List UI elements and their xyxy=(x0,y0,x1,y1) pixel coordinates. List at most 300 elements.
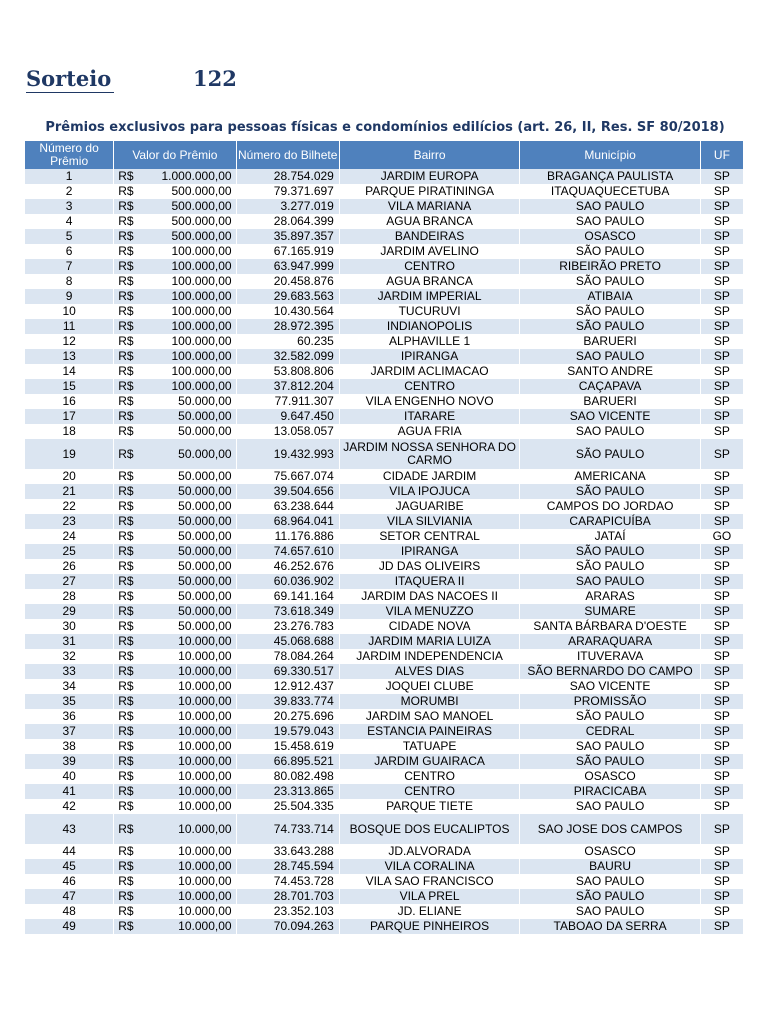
prize-amount: 10.000,00 xyxy=(178,664,232,678)
cell-bairro: JARDIM EUROPA xyxy=(340,169,520,184)
prize-amount: 10.000,00 xyxy=(178,694,232,708)
cell-premio: 16 xyxy=(25,394,113,409)
cell-bilhete: 60.036.902 xyxy=(237,574,339,589)
currency-symbol: R$ xyxy=(118,694,134,708)
currency-symbol: R$ xyxy=(118,184,134,198)
currency-symbol: R$ xyxy=(118,739,134,753)
cell-premio: 20 xyxy=(25,469,113,484)
cell-uf: SP xyxy=(701,604,743,619)
table-row xyxy=(25,859,743,874)
cell-bilhete: 69.141.164 xyxy=(237,589,339,604)
column-header-premio: Número do Prêmio xyxy=(25,141,113,169)
prize-amount: 10.000,00 xyxy=(178,769,232,783)
cell-valor xyxy=(114,874,235,889)
prize-amount: 100.000,00 xyxy=(171,334,232,348)
cell-uf: SP xyxy=(701,499,743,514)
table-row xyxy=(25,604,743,619)
cell-uf: SP xyxy=(701,574,743,589)
currency-symbol: R$ xyxy=(118,799,134,813)
cell-municipio: RIBEIRÃO PRETO xyxy=(520,259,700,274)
table-row xyxy=(25,724,743,739)
currency-symbol: R$ xyxy=(118,724,134,738)
cell-municipio: SÃO PAULO xyxy=(520,889,700,904)
cell-municipio: SÃO PAULO xyxy=(520,559,700,574)
currency-symbol: R$ xyxy=(118,199,134,213)
cell-bilhete: 12.912.437 xyxy=(237,679,339,694)
cell-bairro: ALPHAVILLE 1 xyxy=(340,334,520,349)
cell-bairro: VILA PREL xyxy=(340,889,520,904)
cell-bilhete: 23.313.865 xyxy=(237,784,339,799)
cell-municipio: SAO JOSE DOS CAMPOS xyxy=(520,814,700,844)
table-row xyxy=(25,214,743,229)
cell-bairro: TATUAPE xyxy=(340,739,520,754)
cell-premio: 27 xyxy=(25,574,113,589)
cell-premio: 38 xyxy=(25,739,113,754)
cell-municipio: ATIBAIA xyxy=(520,289,700,304)
cell-bilhete: 79.371.697 xyxy=(237,184,339,199)
table-row xyxy=(25,304,743,319)
cell-bilhete: 10.430.564 xyxy=(237,304,339,319)
cell-municipio: BAURU xyxy=(520,859,700,874)
cell-bilhete: 74.657.610 xyxy=(237,544,339,559)
prize-amount: 10.000,00 xyxy=(178,799,232,813)
table-row xyxy=(25,274,743,289)
cell-bilhete: 53.808.806 xyxy=(237,364,339,379)
table-row xyxy=(25,709,743,724)
cell-bilhete: 80.082.498 xyxy=(237,769,339,784)
cell-municipio: SAO PAULO xyxy=(520,904,700,919)
cell-premio: 40 xyxy=(25,769,113,784)
table-row xyxy=(25,244,743,259)
currency-symbol: R$ xyxy=(118,904,134,918)
cell-municipio: SÃO PAULO xyxy=(520,544,700,559)
currency-symbol: R$ xyxy=(118,349,134,363)
cell-bairro: AGUA BRANCA xyxy=(340,214,520,229)
cell-bairro: VILA SILVIANIA xyxy=(340,514,520,529)
cell-premio: 45 xyxy=(25,859,113,874)
prize-amount: 50.000,00 xyxy=(178,574,232,588)
cell-bilhete: 70.094.263 xyxy=(237,919,339,934)
currency-symbol: R$ xyxy=(118,274,134,288)
cell-bairro: VILA MARIANA xyxy=(340,199,520,214)
table-row xyxy=(25,334,743,349)
cell-bilhete: 15.458.619 xyxy=(237,739,339,754)
cell-premio: 17 xyxy=(25,409,113,424)
currency-symbol: R$ xyxy=(118,709,134,723)
cell-bilhete: 23.276.783 xyxy=(237,619,339,634)
cell-bairro: ITAQUERA II xyxy=(340,574,520,589)
cell-valor xyxy=(114,769,235,784)
cell-uf: SP xyxy=(701,634,743,649)
currency-symbol: R$ xyxy=(118,319,134,333)
cell-premio: 36 xyxy=(25,709,113,724)
cell-bairro: JD. ELIANE xyxy=(340,904,520,919)
column-header-valor: Valor do Prêmio xyxy=(114,141,235,169)
cell-premio: 18 xyxy=(25,424,113,439)
cell-uf: SP xyxy=(701,424,743,439)
table-row xyxy=(25,634,743,649)
currency-symbol: R$ xyxy=(118,409,134,423)
cell-uf: SP xyxy=(701,304,743,319)
cell-premio: 46 xyxy=(25,874,113,889)
cell-bilhete: 73.618.349 xyxy=(237,604,339,619)
cell-bilhete: 19.579.043 xyxy=(237,724,339,739)
cell-uf: SP xyxy=(701,259,743,274)
currency-symbol: R$ xyxy=(118,769,134,783)
cell-valor xyxy=(114,559,235,574)
cell-bilhete: 35.897.357 xyxy=(237,229,339,244)
cell-valor xyxy=(114,904,235,919)
cell-premio: 26 xyxy=(25,559,113,574)
cell-bairro: CIDADE NOVA xyxy=(340,619,520,634)
cell-bilhete: 25.504.335 xyxy=(237,799,339,814)
cell-uf: SP xyxy=(701,214,743,229)
cell-valor xyxy=(114,304,235,319)
currency-symbol: R$ xyxy=(118,634,134,648)
prize-amount: 10.000,00 xyxy=(178,709,232,723)
cell-uf: SP xyxy=(701,439,743,469)
cell-municipio: CEDRAL xyxy=(520,724,700,739)
prize-amount: 100.000,00 xyxy=(171,364,232,378)
cell-uf: SP xyxy=(701,469,743,484)
cell-bilhete: 75.667.074 xyxy=(237,469,339,484)
cell-bairro: JARDIM NOSSA SENHORA DO CARMO xyxy=(340,439,520,469)
cell-municipio: CARAPICUÍBA xyxy=(520,514,700,529)
cell-uf: SP xyxy=(701,244,743,259)
cell-bilhete: 69.330.517 xyxy=(237,664,339,679)
cell-uf: SP xyxy=(701,679,743,694)
cell-municipio: SAO PAULO xyxy=(520,799,700,814)
cell-bilhete: 28.745.594 xyxy=(237,859,339,874)
cell-bairro: JARDIM INDEPENDENCIA xyxy=(340,649,520,664)
table-row xyxy=(25,784,743,799)
table-row xyxy=(25,889,743,904)
prize-amount: 10.000,00 xyxy=(178,874,232,888)
cell-bilhete: 39.504.656 xyxy=(237,484,339,499)
cell-bilhete: 63.947.999 xyxy=(237,259,339,274)
cell-valor xyxy=(114,724,235,739)
prize-amount: 50.000,00 xyxy=(178,514,232,528)
cell-valor xyxy=(114,349,235,364)
cell-uf: SP xyxy=(701,379,743,394)
prize-amount: 10.000,00 xyxy=(178,754,232,768)
cell-bilhete: 32.582.099 xyxy=(237,349,339,364)
prize-amount: 100.000,00 xyxy=(171,244,232,258)
cell-bilhete: 78.084.264 xyxy=(237,649,339,664)
currency-symbol: R$ xyxy=(118,244,134,258)
table-subtitle: Prêmios exclusivos para pessoas físicas e condomínios edilícios (art. 26, II, Res. SF 80/2018) xyxy=(45,120,725,135)
column-header-uf: UF xyxy=(701,141,743,169)
prize-amount: 50.000,00 xyxy=(178,499,232,513)
cell-uf: SP xyxy=(701,664,743,679)
cell-bairro: CENTRO xyxy=(340,379,520,394)
cell-valor xyxy=(114,574,235,589)
currency-symbol: R$ xyxy=(118,469,134,483)
table-row xyxy=(25,814,743,844)
cell-bairro: JD.ALVORADA xyxy=(340,844,520,859)
prize-amount: 10.000,00 xyxy=(178,679,232,693)
cell-bairro: JARDIM SAO MANOEL xyxy=(340,709,520,724)
cell-uf: SP xyxy=(701,769,743,784)
currency-symbol: R$ xyxy=(118,821,134,836)
cell-municipio: SANTO ANDRE xyxy=(520,364,700,379)
cell-premio: 14 xyxy=(25,364,113,379)
cell-valor xyxy=(114,844,235,859)
cell-uf: SP xyxy=(701,724,743,739)
cell-uf: SP xyxy=(701,184,743,199)
cell-uf: SP xyxy=(701,364,743,379)
prize-amount: 100.000,00 xyxy=(171,349,232,363)
cell-municipio: SAO PAULO xyxy=(520,199,700,214)
cell-bairro: JARDIM AVELINO xyxy=(340,244,520,259)
table-row xyxy=(25,739,743,754)
table-row xyxy=(25,199,743,214)
cell-municipio: SÃO PAULO xyxy=(520,709,700,724)
cell-bilhete: 19.432.993 xyxy=(237,439,339,469)
cell-valor xyxy=(114,694,235,709)
prize-amount: 10.000,00 xyxy=(178,844,232,858)
cell-premio: 31 xyxy=(25,634,113,649)
cell-bairro: VILA ENGENHO NOVO xyxy=(340,394,520,409)
cell-uf: SP xyxy=(701,694,743,709)
cell-bilhete: 28.972.395 xyxy=(237,319,339,334)
currency-symbol: R$ xyxy=(118,754,134,768)
cell-uf: SP xyxy=(701,319,743,334)
cell-premio: 34 xyxy=(25,679,113,694)
currency-symbol: R$ xyxy=(118,544,134,558)
sorteio-number: 122 xyxy=(193,66,237,91)
cell-premio: 12 xyxy=(25,334,113,349)
table-row xyxy=(25,184,743,199)
cell-valor xyxy=(114,424,235,439)
table-row xyxy=(25,349,743,364)
table-row xyxy=(25,469,743,484)
cell-municipio: BARUERI xyxy=(520,394,700,409)
prize-amount: 50.000,00 xyxy=(178,619,232,633)
cell-uf: SP xyxy=(701,754,743,769)
cell-premio: 7 xyxy=(25,259,113,274)
prize-amount: 50.000,00 xyxy=(178,424,232,438)
cell-premio: 4 xyxy=(25,214,113,229)
cell-premio: 19 xyxy=(25,439,113,469)
cell-premio: 10 xyxy=(25,304,113,319)
prize-amount: 50.000,00 xyxy=(178,589,232,603)
table-row xyxy=(25,649,743,664)
cell-uf: SP xyxy=(701,844,743,859)
cell-municipio: SAO VICENTE xyxy=(520,679,700,694)
table-row xyxy=(25,769,743,784)
cell-valor xyxy=(114,529,235,544)
prize-amount: 500.000,00 xyxy=(171,229,232,243)
currency-symbol: R$ xyxy=(118,334,134,348)
cell-bilhete: 20.275.696 xyxy=(237,709,339,724)
cell-valor xyxy=(114,199,235,214)
cell-premio: 28 xyxy=(25,589,113,604)
cell-bilhete: 66.895.521 xyxy=(237,754,339,769)
cell-uf: SP xyxy=(701,904,743,919)
document-header xyxy=(26,66,326,96)
cell-valor xyxy=(114,439,235,469)
table-row xyxy=(25,679,743,694)
cell-bairro: JARDIM MARIA LUIZA xyxy=(340,634,520,649)
cell-municipio: TABOAO DA SERRA xyxy=(520,919,700,934)
cell-uf: SP xyxy=(701,874,743,889)
table-row xyxy=(25,559,743,574)
currency-symbol: R$ xyxy=(118,169,134,183)
cell-bairro: PARQUE PIRATININGA xyxy=(340,184,520,199)
currency-symbol: R$ xyxy=(118,679,134,693)
cell-premio: 35 xyxy=(25,694,113,709)
prize-amount: 10.000,00 xyxy=(178,739,232,753)
cell-municipio: CAMPOS DO JORDAO xyxy=(520,499,700,514)
cell-municipio: PIRACICABA xyxy=(520,784,700,799)
cell-uf: SP xyxy=(701,514,743,529)
cell-valor xyxy=(114,514,235,529)
currency-symbol: R$ xyxy=(118,214,134,228)
prize-amount: 10.000,00 xyxy=(178,889,232,903)
cell-premio: 21 xyxy=(25,484,113,499)
cell-uf: SP xyxy=(701,589,743,604)
cell-bilhete: 74.453.728 xyxy=(237,874,339,889)
cell-bairro: VILA CORALINA xyxy=(340,859,520,874)
cell-premio: 24 xyxy=(25,529,113,544)
cell-premio: 42 xyxy=(25,799,113,814)
cell-municipio: SÃO PAULO xyxy=(520,754,700,769)
prize-amount: 500.000,00 xyxy=(171,214,232,228)
cell-bairro: JOQUEI CLUBE xyxy=(340,679,520,694)
cell-valor xyxy=(114,289,235,304)
table-row xyxy=(25,229,743,244)
prize-amount: 10.000,00 xyxy=(178,904,232,918)
cell-premio: 1 xyxy=(25,169,113,184)
cell-premio: 13 xyxy=(25,349,113,364)
table-row xyxy=(25,484,743,499)
title-underline xyxy=(26,92,114,93)
cell-bilhete: 9.647.450 xyxy=(237,409,339,424)
table-row xyxy=(25,694,743,709)
cell-municipio: ITUVERAVA xyxy=(520,649,700,664)
cell-municipio: CAÇAPAVA xyxy=(520,379,700,394)
cell-municipio: ARARAQUARA xyxy=(520,634,700,649)
table-row xyxy=(25,754,743,769)
cell-bairro: JARDIM DAS NACOES II xyxy=(340,589,520,604)
cell-valor xyxy=(114,169,235,184)
cell-bairro: IPIRANGA xyxy=(340,349,520,364)
cell-bilhete: 33.643.288 xyxy=(237,844,339,859)
prize-table xyxy=(24,141,744,934)
cell-municipio: SÃO PAULO xyxy=(520,319,700,334)
cell-bilhete: 77.911.307 xyxy=(237,394,339,409)
cell-uf: SP xyxy=(701,739,743,754)
table-row xyxy=(25,664,743,679)
cell-bairro: AGUA FRIA xyxy=(340,424,520,439)
cell-uf: SP xyxy=(701,709,743,724)
cell-valor xyxy=(114,919,235,934)
cell-uf: SP xyxy=(701,919,743,934)
cell-premio: 11 xyxy=(25,319,113,334)
prize-amount: 50.000,00 xyxy=(178,446,232,461)
prize-amount: 10.000,00 xyxy=(178,634,232,648)
cell-uf: SP xyxy=(701,619,743,634)
cell-valor xyxy=(114,484,235,499)
cell-valor xyxy=(114,394,235,409)
cell-premio: 39 xyxy=(25,754,113,769)
cell-bairro: IPIRANGA xyxy=(340,544,520,559)
cell-municipio: SÃO PAULO xyxy=(520,304,700,319)
cell-municipio: SAO PAULO xyxy=(520,349,700,364)
prize-amount: 50.000,00 xyxy=(178,394,232,408)
cell-bilhete: 23.352.103 xyxy=(237,904,339,919)
cell-premio: 49 xyxy=(25,919,113,934)
cell-municipio: OSASCO xyxy=(520,229,700,244)
table-row xyxy=(25,919,743,934)
currency-symbol: R$ xyxy=(118,289,134,303)
prize-amount: 100.000,00 xyxy=(171,304,232,318)
cell-premio: 2 xyxy=(25,184,113,199)
table-row xyxy=(25,259,743,274)
cell-municipio: SAO VICENTE xyxy=(520,409,700,424)
cell-bilhete: 68.964.041 xyxy=(237,514,339,529)
table-row xyxy=(25,499,743,514)
cell-municipio: PROMISSÃO xyxy=(520,694,700,709)
cell-valor xyxy=(114,544,235,559)
cell-uf: SP xyxy=(701,484,743,499)
cell-municipio: AMERICANA xyxy=(520,469,700,484)
cell-valor xyxy=(114,634,235,649)
table-row xyxy=(25,529,743,544)
currency-symbol: R$ xyxy=(118,844,134,858)
cell-bairro: CENTRO xyxy=(340,769,520,784)
cell-premio: 25 xyxy=(25,544,113,559)
column-header-municipio: Município xyxy=(520,141,700,169)
currency-symbol: R$ xyxy=(118,604,134,618)
cell-uf: SP xyxy=(701,889,743,904)
cell-municipio: OSASCO xyxy=(520,844,700,859)
cell-bairro: PARQUE PINHEIROS xyxy=(340,919,520,934)
cell-valor xyxy=(114,619,235,634)
cell-bilhete: 11.176.886 xyxy=(237,529,339,544)
table-row xyxy=(25,514,743,529)
prize-amount: 10.000,00 xyxy=(178,821,232,836)
currency-symbol: R$ xyxy=(118,919,134,933)
cell-uf: SP xyxy=(701,859,743,874)
prize-amount: 50.000,00 xyxy=(178,559,232,573)
cell-bairro: JAGUARIBE xyxy=(340,499,520,514)
cell-uf: SP xyxy=(701,394,743,409)
cell-bilhete: 74.733.714 xyxy=(237,814,339,844)
table-row xyxy=(25,319,743,334)
cell-premio: 29 xyxy=(25,604,113,619)
table-row xyxy=(25,589,743,604)
cell-bairro: ITARARE xyxy=(340,409,520,424)
cell-premio: 6 xyxy=(25,244,113,259)
currency-symbol: R$ xyxy=(118,484,134,498)
cell-premio: 15 xyxy=(25,379,113,394)
cell-premio: 9 xyxy=(25,289,113,304)
cell-valor xyxy=(114,469,235,484)
table-row xyxy=(25,619,743,634)
prize-amount: 10.000,00 xyxy=(178,649,232,663)
cell-bilhete: 29.683.563 xyxy=(237,289,339,304)
cell-valor xyxy=(114,214,235,229)
cell-municipio: OSASCO xyxy=(520,769,700,784)
cell-valor xyxy=(114,244,235,259)
cell-bilhete: 3.277.019 xyxy=(237,199,339,214)
cell-municipio: ITAQUAQUECETUBA xyxy=(520,184,700,199)
cell-valor xyxy=(114,589,235,604)
prize-amount: 50.000,00 xyxy=(178,544,232,558)
cell-valor xyxy=(114,604,235,619)
